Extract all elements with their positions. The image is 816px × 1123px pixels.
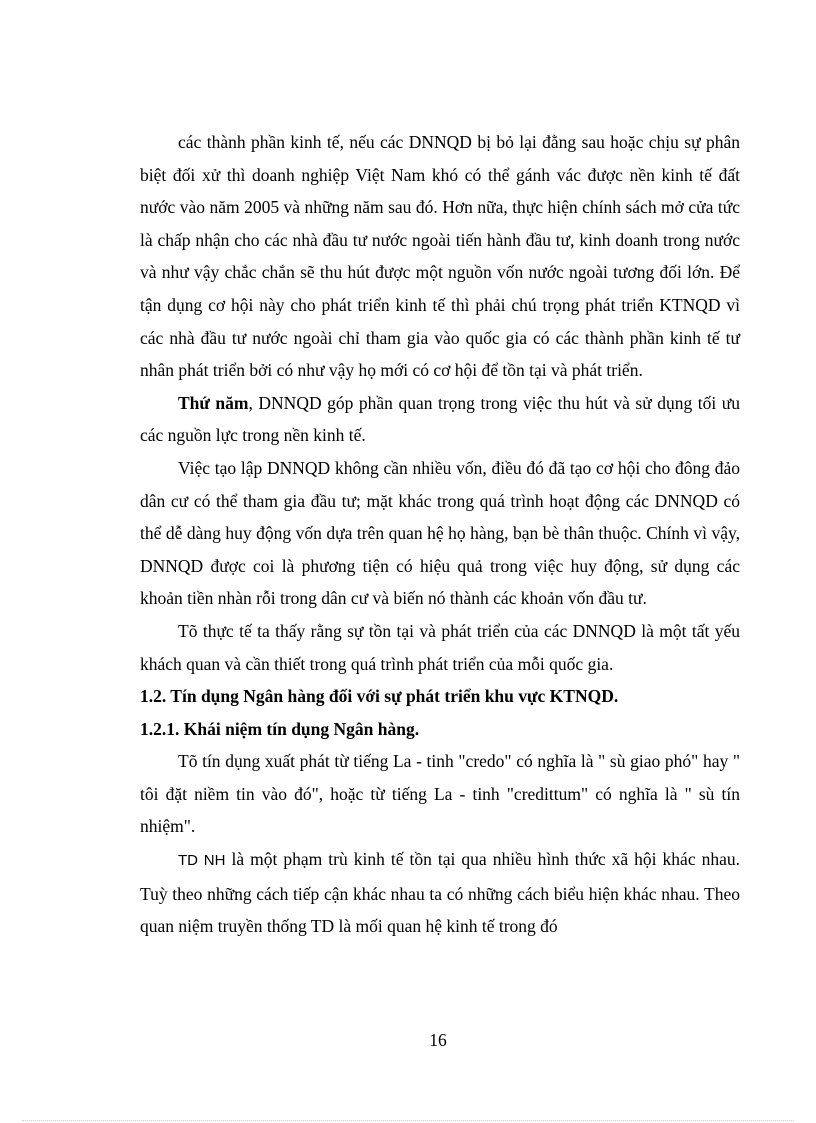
document-body: [140, 126, 740, 943]
paragraph-conclusion: Tõ thực tế ta thấy rằng sự tồn tại và phát triển của các DNNQD là một tất yếu khách quan và cần thiết trong quá trình phát triển của mỗi quốc gia.: [140, 620, 740, 674]
paragraph-continuation: các thành phần kinh tế, nếu các DNNQD bị bỏ lại đằng sau hoặc chịu sự phân biệt đối xử thì doanh nghiệp Việt Nam khó có thể gánh vác được nền kinh tế đất nước vào năm 2005 và những năm sau đó. Hơn nữa, thực hiện chính sách mở cửa tức là chấp nhận cho các nhà đầu tư nước ngoài tiến hành đầu tư, kinh doanh trong nước và như vậy chắc chắn sẽ thu hút được một nguồn vốn nước ngoài tương đối lớn. Để tận dụng cơ hội này cho phát triển kinh tế thì phải chú trọng phát triển KTNQD vì các nhà đầu tư nước ngoài chỉ tham gia vào quốc gia có các thành phần kinh tế tư nhân phát triển bởi có như vậy họ mới có cơ hội để tồn tại và phát triển.: [140, 132, 740, 381]
paragraph-definition: [140, 843, 740, 943]
paragraph-lead-bold: Thứ năm: [178, 392, 249, 413]
paragraph-etymology: Tõ tín dụng xuất phát từ tiếng La - tinh "credo" có nghĩa là " sù giao phó" hay " tôi đặt niềm tin vào đó", hoặc từ tiếng La - tinh "credittum" có nghĩa là " sù tín nhiệm".: [140, 751, 740, 837]
page-number: 16: [429, 1030, 447, 1050]
paragraph-thu-nam: [140, 387, 740, 452]
paragraph-body: là một phạm trù kinh tế tồn tại qua nhiều hình thức xã hội khác nhau. Tuỳ theo những cách tiếp cận khác nhau ta có những cách biểu hiện khác nhau. Theo quan niệm truyền thống TD là mối quan hệ kinh tế trong đó: [140, 849, 741, 937]
section-heading-1-2-1: 1.2.1. Khái niệm tín dụng Ngân hàng.: [140, 718, 420, 739]
paragraph-body: , DNNQD góp phần quan trọng trong việc thu hút và sử dụng tối ưu các nguồn lực trong nền kinh tế.: [140, 392, 741, 446]
paragraph-mobilization: Việc tạo lập DNNQD không cần nhiều vốn, điều đó đã tạo cơ hội cho đông đảo dân cư có thể tham gia đầu tư; mặt khác trong quá trình hoạt động các DNNQD có thể dễ dàng huy động vốn dựa trên quan hệ họ hàng, bạn bè thân thuộc. Chính vì vậy, DNNQD được coi là phương tiện có hiệu quả trong việc huy động, sử dụng các khoản tiền nhàn rỗi trong dân cư và biến nó thành các khoản vốn đầu tư.: [140, 457, 740, 609]
page-bottom-divider: [22, 1120, 794, 1121]
paragraph-lead-abbrev: TD NH: [178, 852, 226, 870]
section-heading-1-2: 1.2. Tín dụng Ngân hàng đối với sự phát triển khu vực KTNQD.: [140, 686, 619, 707]
